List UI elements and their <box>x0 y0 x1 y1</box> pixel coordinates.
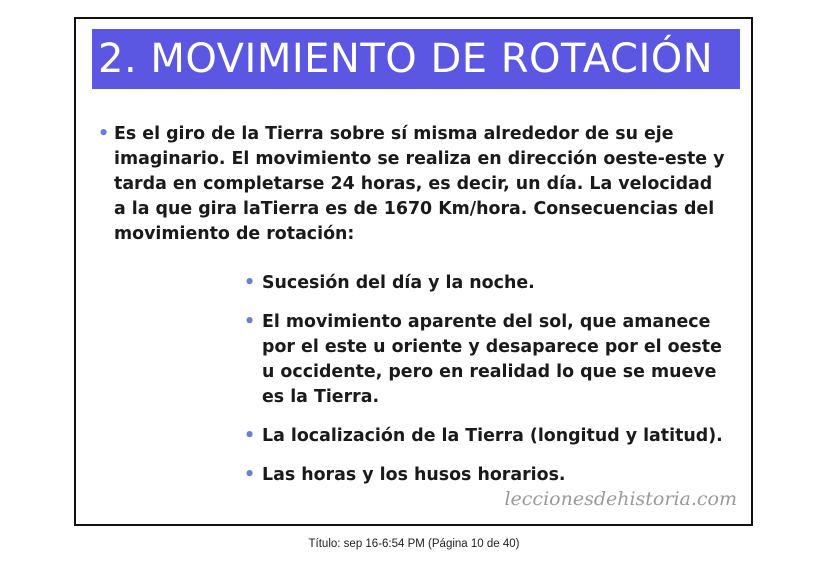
list-item <box>244 424 734 449</box>
list-item <box>244 271 734 296</box>
main-paragraph <box>98 122 728 247</box>
paragraph-body <box>114 122 728 247</box>
page-caption: Título: sep 16-6:54 PM (Página 10 de 40) <box>308 538 520 550</box>
bullet-icon: • <box>98 124 110 144</box>
bullet-icon: • <box>244 312 256 332</box>
paragraph-emphasis: Consecuencias del movimiento de rotación: <box>114 199 715 244</box>
slide-title: 2. MOVIMIENTO DE ROTACIÓN <box>92 29 740 89</box>
list-item <box>244 463 734 488</box>
slide-frame <box>74 17 753 526</box>
bullet-icon: • <box>244 273 256 293</box>
watermark: leccionesdehistoria.com <box>504 488 737 510</box>
bullet-icon: • <box>244 465 256 485</box>
list-item-text: La localización de la Tierra (longitud y latitud). <box>262 426 723 446</box>
consequences-list <box>244 271 734 502</box>
list-item-text: Sucesión del día y la noche. <box>262 273 535 293</box>
list-item-text: Las horas y los husos horarios. <box>262 465 566 485</box>
paragraph-text: Es el giro de la Tierra sobre sí misma alrededor de su eje imaginario. El movimiento se realiza en dirección oeste-este y tarda en completarse 24 horas, es decir, un día. La velocidad a la que gira laTierra es de 1670 Km/hora. <box>114 124 725 219</box>
list-item-text: El movimiento aparente del sol, que amanece por el este u oriente y desaparece por el oeste u occidente, pero en realidad lo que se mueve es la Tierra. <box>262 312 722 407</box>
list-item <box>244 310 734 410</box>
bullet-icon: • <box>244 426 256 446</box>
